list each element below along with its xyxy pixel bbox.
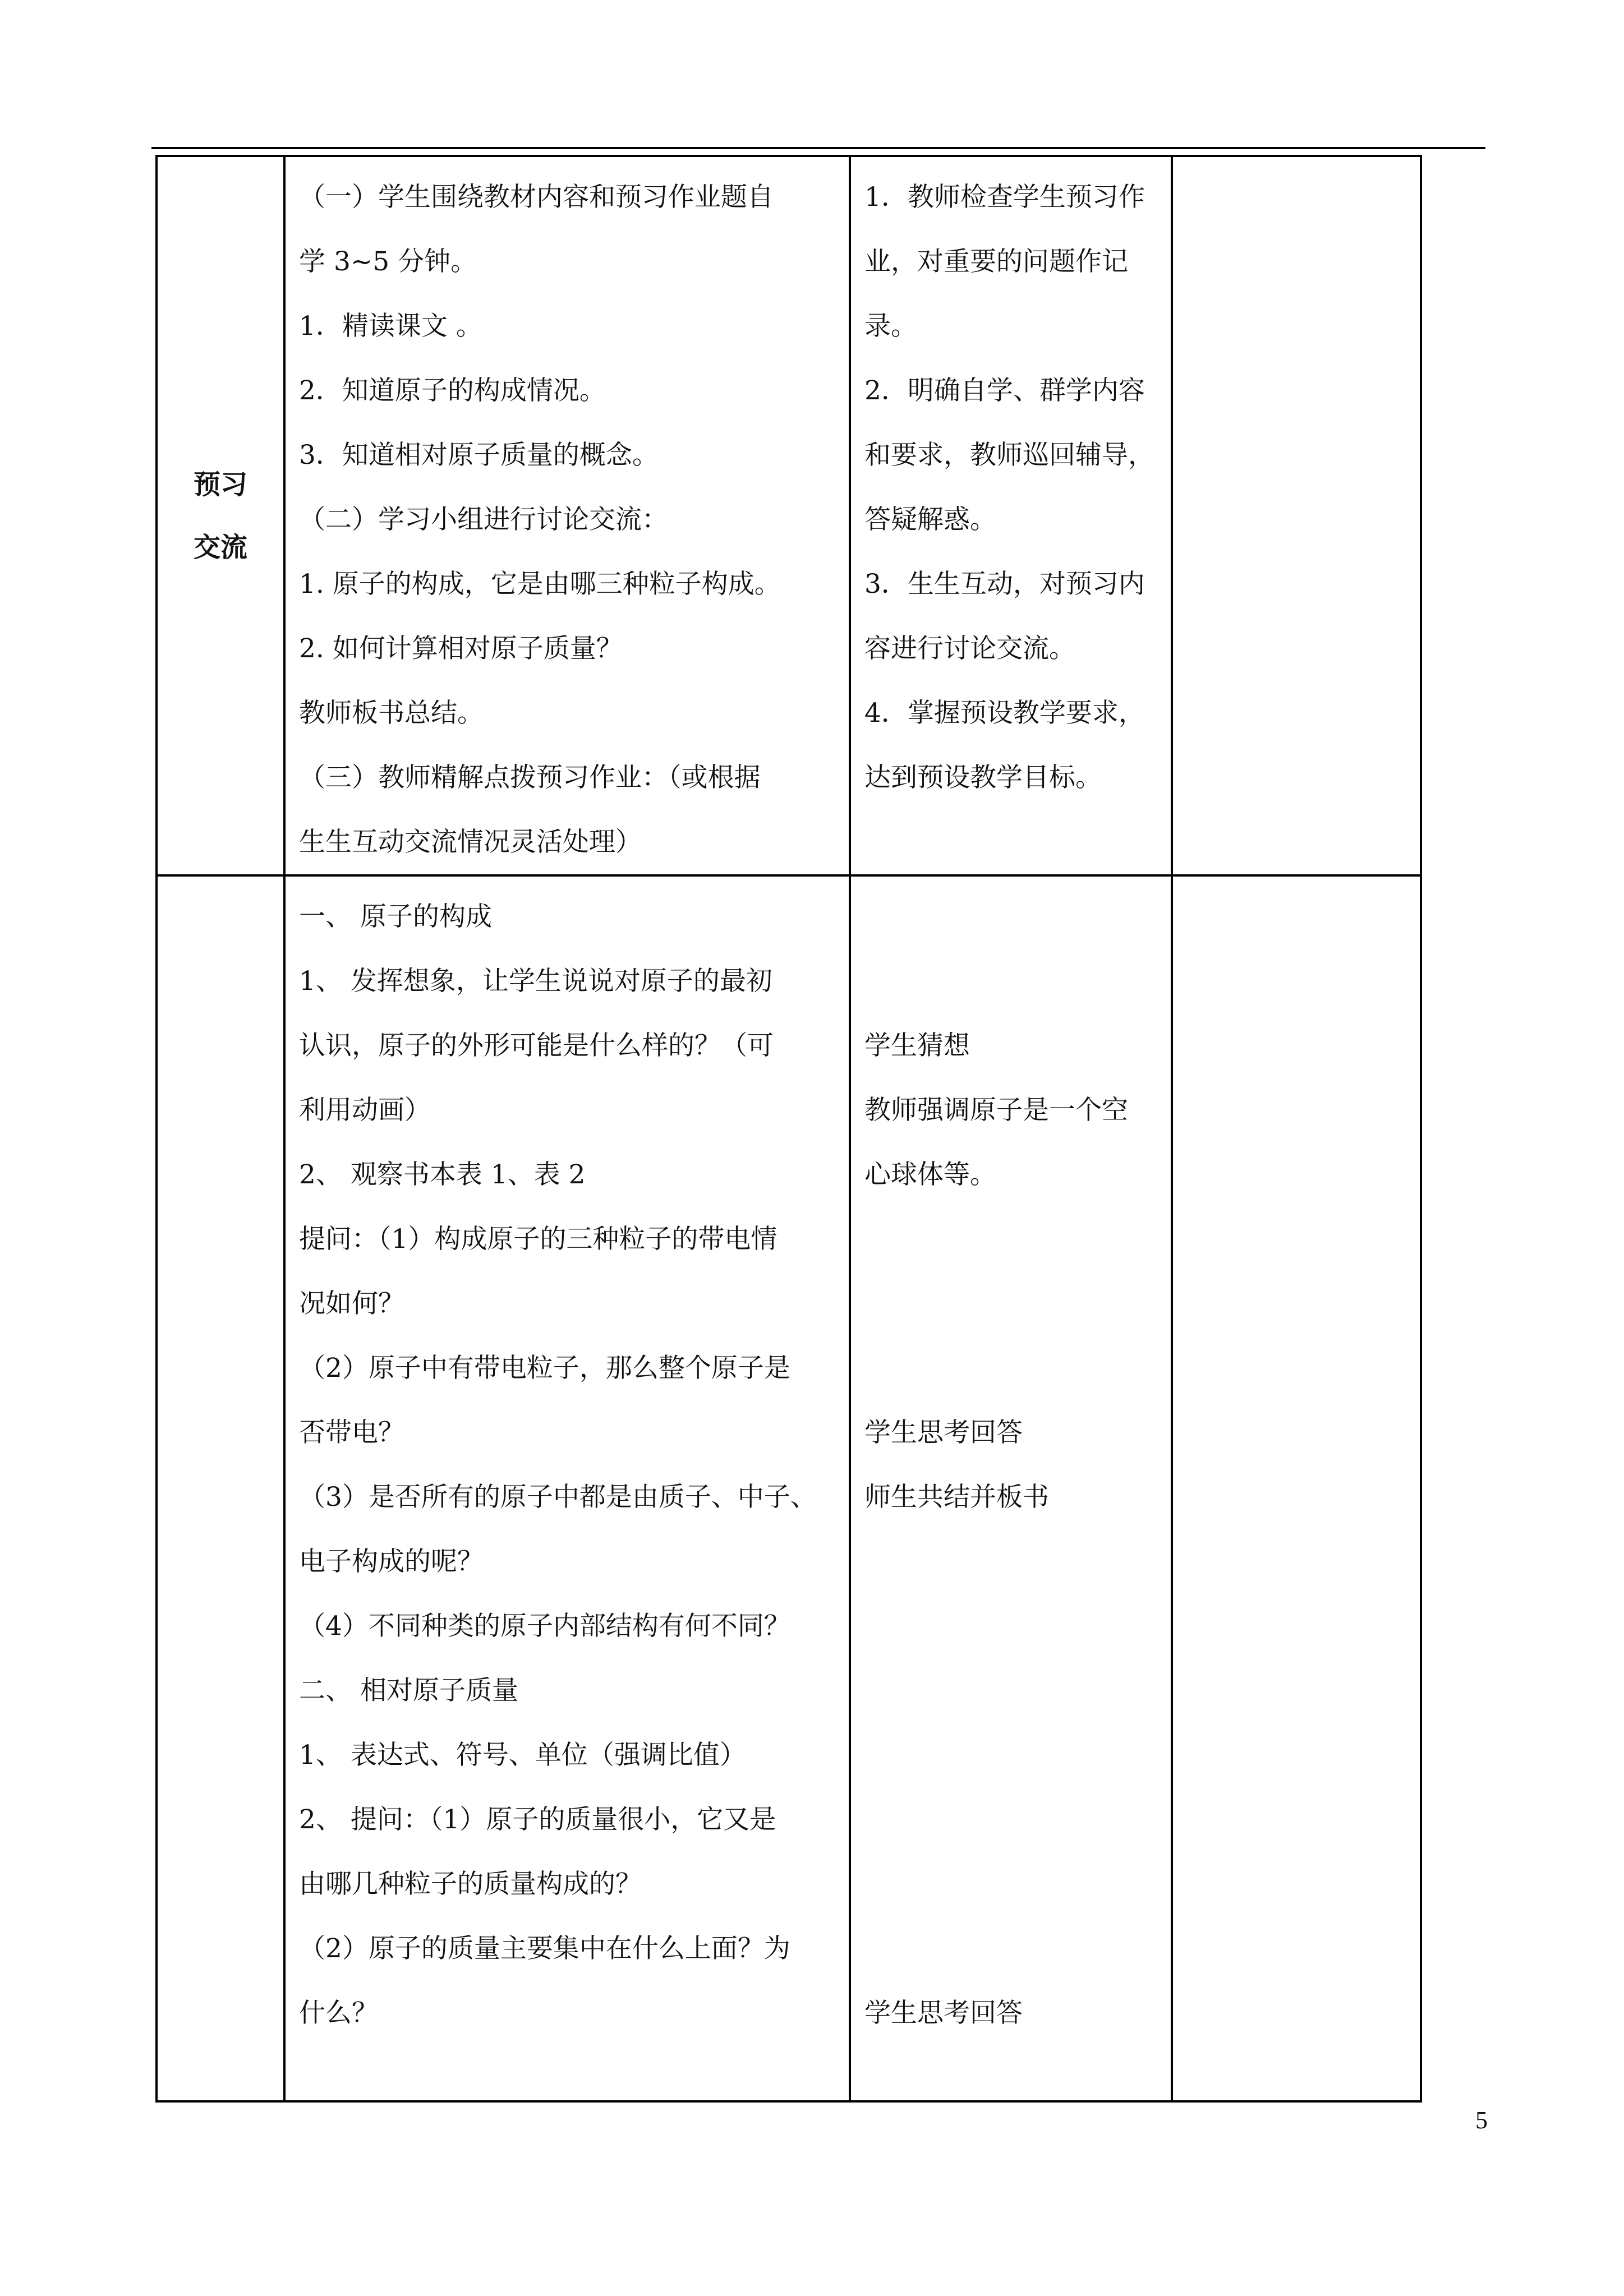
activity-lines	[851, 877, 1171, 2045]
text-line: 业，对重要的问题作记	[864, 246, 1128, 277]
text-line	[864, 1336, 1160, 1400]
text-line	[864, 1594, 1160, 1658]
table-row-new-lesson	[157, 875, 1421, 2101]
text-line: （三）教师精解点拨预习作业：（或根据	[299, 762, 761, 793]
text-line: 3．生生互动，对预习内	[864, 569, 1145, 600]
stage-label-line: 预习	[193, 468, 247, 500]
text-line: 电子构成的呢？	[299, 1546, 484, 1577]
text-line	[864, 1723, 1160, 1787]
text-line: 学 3~5 分钟。	[299, 246, 477, 277]
text-line: 生生互动交流情况灵活处理）	[299, 827, 642, 857]
text-line: 达到预设教学目标。	[864, 762, 1102, 793]
text-line: 否带电？	[299, 1417, 404, 1448]
content-lines	[286, 877, 849, 2045]
text-line: 答疑解惑。	[864, 504, 996, 535]
text-line	[864, 1787, 1160, 1852]
text-line: 2、 观察书本表 1、表 2	[299, 1159, 586, 1190]
text-line: （二）学习小组进行讨论交流：	[299, 504, 668, 535]
text-line: （3）是否所有的原子中都是由质子、中子、	[299, 1482, 817, 1513]
text-line: 1、 表达式、符号、单位（强调比值）	[299, 1740, 746, 1771]
text-line	[864, 1529, 1160, 1594]
text-line: 1．教师检查学生预习作	[864, 182, 1145, 213]
text-line: 学生思考回答	[864, 1998, 1023, 2028]
text-line: 1．精读课文 。	[299, 311, 482, 342]
header-rule	[151, 147, 1485, 149]
text-line: 提问：（1）构成原子的三种粒子的带电情	[299, 1224, 778, 1255]
stage-cell-empty	[157, 875, 284, 2101]
page-number: 5	[1475, 2106, 1488, 2134]
text-line: 和要求，教师巡回辅导，	[864, 440, 1154, 471]
activity-cell-preview	[850, 156, 1172, 875]
notes-cell-preview	[1172, 156, 1421, 875]
text-line: （一）学生围绕教材内容和预习作业题自	[299, 182, 774, 213]
content-cell-new-lesson	[284, 875, 850, 2101]
text-line: 二、 相对原子质量	[299, 1675, 518, 1706]
activity-cell-new-lesson	[850, 875, 1172, 2101]
text-line: 容进行讨论交流。	[864, 633, 1075, 664]
stage-label-line: 交流	[193, 531, 247, 563]
text-line: 由哪几种粒子的质量构成的？	[299, 1869, 642, 1899]
text-line: 教师强调原子是一个空	[864, 1095, 1128, 1126]
text-line: 况如何？	[299, 1288, 404, 1319]
text-line	[864, 1658, 1160, 1723]
text-line: 利用动画）	[299, 1095, 431, 1126]
activity-lines	[851, 157, 1171, 810]
text-line: 2. 如何计算相对原子质量？	[299, 633, 623, 664]
text-line: （4）不同种类的原子内部结构有何不同？	[299, 1611, 790, 1642]
text-line: 教师板书总结。	[299, 698, 484, 729]
text-line	[864, 884, 1160, 949]
text-line: 心球体等。	[864, 1159, 996, 1190]
text-line: 2．知道原子的构成情况。	[299, 375, 606, 406]
text-line	[864, 1852, 1160, 1916]
text-line	[864, 1207, 1160, 1271]
content-lines	[286, 157, 849, 874]
text-line: 录。	[864, 311, 917, 342]
text-line: 1、 发挥想象，让学生说说对原子的最初	[299, 966, 772, 997]
text-line: 认识，原子的外形可能是什么样的？（可	[299, 1030, 774, 1061]
text-line: 1. 原子的构成，它是由哪三种粒子构成。	[299, 569, 781, 600]
text-line: 什么？	[299, 1998, 378, 2028]
text-line: 一、 原子的构成	[299, 901, 492, 932]
lesson-plan-table	[155, 155, 1422, 2103]
text-line: 3．知道相对原子质量的概念。	[299, 440, 659, 471]
stage-cell-preview	[157, 156, 284, 875]
text-line: 4．掌握预设教学要求，	[864, 698, 1145, 729]
table-row-preview	[157, 156, 1421, 875]
text-line: 学生猜想	[864, 1030, 970, 1061]
notes-cell-new-lesson	[1172, 875, 1421, 2101]
text-line: 师生共结并板书	[864, 1482, 1049, 1513]
text-line	[864, 949, 1160, 1013]
text-line: （2）原子的质量主要集中在什么上面？为	[299, 1933, 790, 1964]
text-line	[864, 1271, 1160, 1336]
text-line: 2．明确自学、群学内容	[864, 375, 1145, 406]
text-line: 学生思考回答	[864, 1417, 1023, 1448]
content-cell-preview	[284, 156, 850, 875]
text-line	[864, 1916, 1160, 1981]
text-line: 2、 提问：（1）原子的质量很小，它又是	[299, 1804, 776, 1835]
text-line: （2）原子中有带电粒子，那么整个原子是	[299, 1353, 790, 1384]
